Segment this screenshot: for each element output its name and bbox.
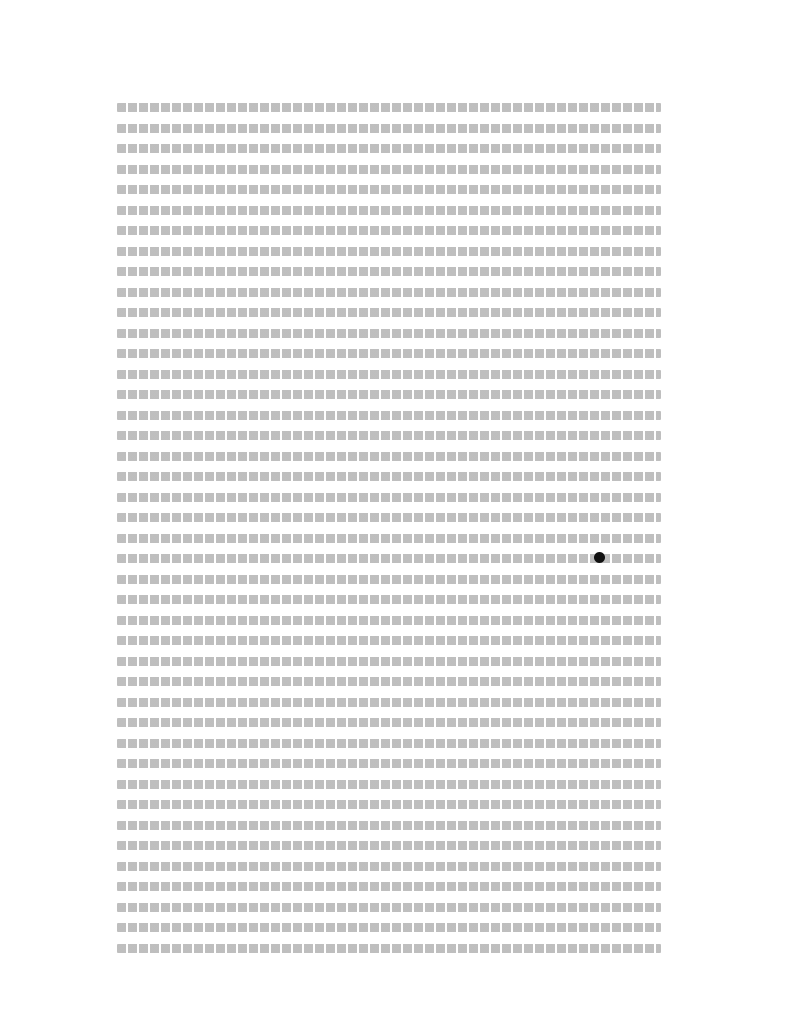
text-line [117,775,661,796]
text-line [117,221,661,242]
text-line [117,631,661,652]
text-line [117,570,661,591]
text-line [117,283,661,304]
text-line [117,365,661,386]
text-line [117,303,661,324]
text-line [117,652,661,673]
text-line [117,201,661,222]
text-line [117,590,661,611]
text-line [117,836,661,857]
text-line [117,939,661,960]
text-line [117,754,661,775]
text-line [117,795,661,816]
text-line [117,98,661,119]
text-line [117,713,661,734]
text-line [117,734,661,755]
text-line [117,242,661,263]
text-line [117,426,661,447]
text-line [117,467,661,488]
text-line [117,324,661,345]
text-line [117,447,661,468]
text-line [117,262,661,283]
text-line [117,918,661,939]
text-line [117,406,661,427]
text-line [117,180,661,201]
text-line [117,877,661,898]
text-line [117,672,661,693]
text-line [117,508,661,529]
text-line [117,693,661,714]
text-line [117,385,661,406]
text-line [117,160,661,181]
text-line [117,529,661,550]
text-line [117,344,661,365]
text-line [117,549,661,570]
filled-circle-glyph [594,552,605,563]
text-line [117,857,661,878]
text-line [117,898,661,919]
body-text-block [117,98,661,959]
text-line [117,488,661,509]
text-line [117,139,661,160]
text-line [117,611,661,632]
text-line [117,816,661,837]
text-line [117,119,661,140]
